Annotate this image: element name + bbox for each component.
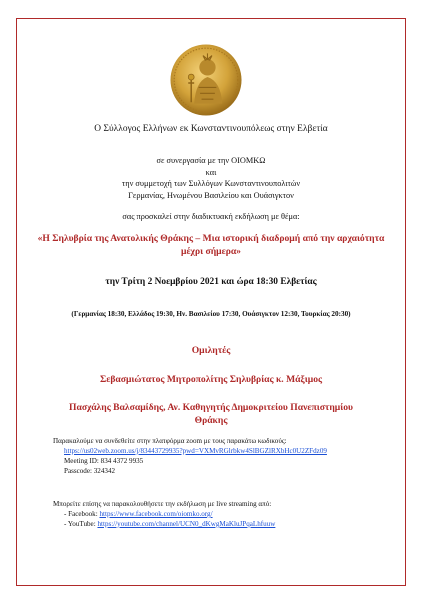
zoom-link[interactable]: https://us02web.zoom.us/j/83443729935?pwd=VXMvRGlrbkw4SlBGZlRXbHc0U2ZFdz09	[64, 446, 327, 455]
invite-text: σας προσκαλεί στην διαδικτυακή εκδήλωση με θέμα:	[122, 212, 300, 221]
zoom-info	[53, 437, 383, 477]
youtube-link[interactable]: https://youtube.com/channel/UCN0_dKwgMaKluJPqaLhfuuw	[97, 519, 276, 528]
youtube-label: - YouTube:	[64, 519, 98, 528]
collaboration-line-4: Γερμανίας, Ηνωμένου Βασιλείου και Ουάσιγκτον	[128, 190, 294, 200]
zoom-intro: Παρακαλούμε να συνδεθείτε στην πλατφόρμα zoom με τους παρακάτω κωδικούς:	[53, 437, 287, 445]
speaker-2: Πασχάλης Βαλσαμίδης, Αν. Καθηγητής Δημοκριτείου Πανεπιστημίου Θράκης	[69, 402, 353, 426]
streaming-info	[53, 500, 383, 530]
organizer-heading: Ο Σύλλογος Ελλήνων εκ Κωνσταντινουπόλεως στην Ελβετία	[94, 124, 328, 134]
facebook-link[interactable]: https://www.facebook.com/oiomko.org/	[99, 509, 213, 518]
collaboration-line-3: την συμμετοχή των Συλλόγων Κωνσταντινουπολιτών	[121, 179, 301, 189]
byzantine-coin-image	[169, 43, 243, 117]
collaboration-line-2: και	[205, 167, 217, 177]
stream-intro: Μπορείτε επίσης να παρακολουθήσετε την εκδήλωση με live streaming από:	[53, 500, 272, 508]
event-date: την Τρίτη 2 Νοεμβρίου 2021 και ώρα 18:30 Ελβετίας	[105, 277, 317, 287]
speakers-heading: Ομιλητές	[191, 345, 231, 356]
passcode: Passcode: 324342	[64, 466, 116, 475]
facebook-label: - Facebook:	[64, 509, 100, 518]
event-title: «Η Σηλυβρία της Ανατολικής Θράκης – Μια ιστορική διαδρομή από την αρχαιότητα μέχρι σήμερα»	[37, 233, 385, 257]
meeting-id: Meeting ID: 834 4372 9935	[64, 456, 144, 465]
collaboration-block	[16, 155, 406, 201]
collaboration-line-1: σε συνεργασία με την ΟΙΟΜΚΩ	[156, 156, 266, 165]
speaker-1: Σεβασμιώτατος Μητροπολίτης Σηλυβρίας κ. Μάξιμος	[99, 374, 323, 385]
time-zones: (Γερμανίας 18:30, Ελλάδος 19:30, Ην. Βασιλείου 17:30, Ουάσιγκτον 12:30, Τουρκίας 20:30)	[71, 310, 351, 318]
